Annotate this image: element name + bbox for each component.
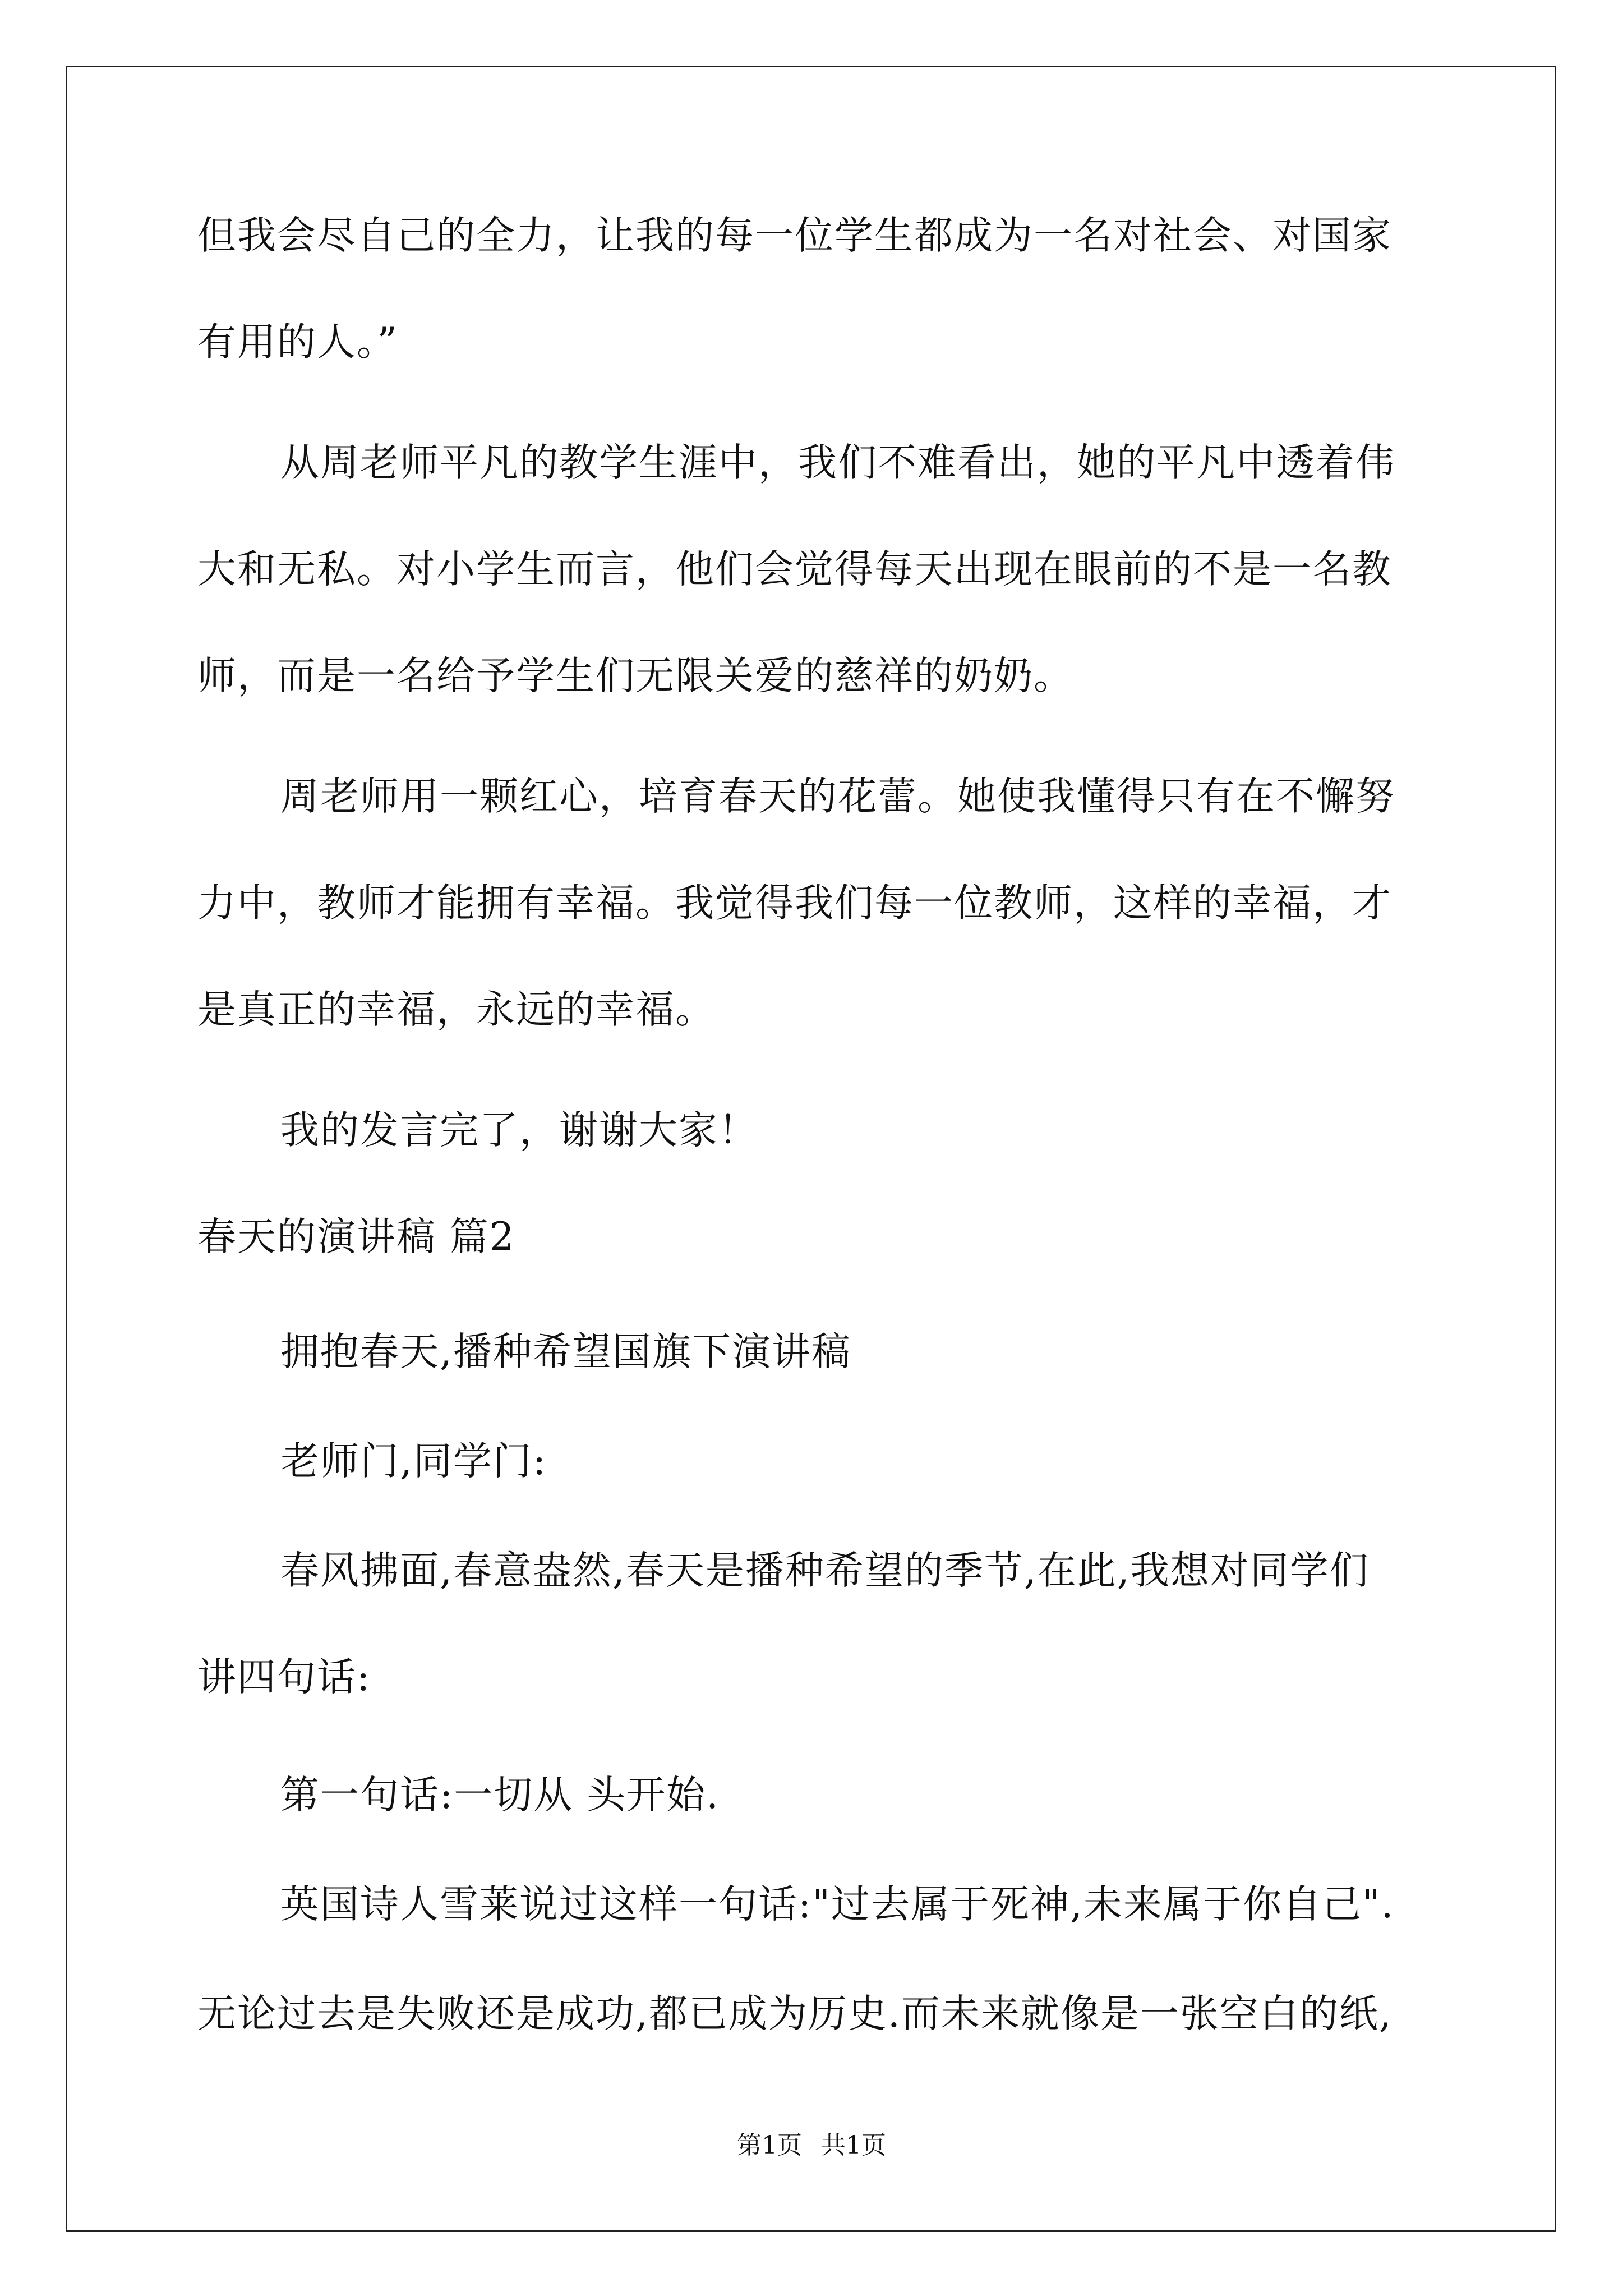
paragraph-line: 但我会尽自己的全力，让我的每一位学生都成为一名对社会、对国家 [197, 213, 1392, 258]
total-pages: 共1页 [821, 2131, 886, 2160]
paragraph-line: 从周老师平凡的教学生涯中，我们不难看出，她的平凡中透着伟 [280, 440, 1395, 485]
paragraph-line: 老师门,同学门: [280, 1439, 547, 1484]
paragraph-line: 周老师用一颗红心，培育春天的花蕾。她使我懂得只有在不懈努 [280, 774, 1395, 819]
paragraph-line: 我的发言完了，谢谢大家！ [280, 1108, 758, 1153]
paragraph-line: 第一句话:一切从 头开始. [280, 1773, 720, 1818]
page-number: 第1页 [737, 2131, 802, 2160]
paragraph-line: 拥抱春天,播种希望国旗下演讲稿 [280, 1329, 851, 1374]
paragraph-line: 讲四句话: [197, 1655, 371, 1700]
paragraph-line: 大和无私。对小学生而言，他们会觉得每天出现在眼前的不是一名教 [197, 547, 1392, 592]
paragraph-line: 是真正的幸福，永远的幸福。 [197, 987, 715, 1032]
paragraph-line: 无论过去是失败还是成功,都已成为历史.而未来就像是一张空白的纸, [197, 1991, 1393, 2036]
paragraph-line: 有用的人。” [197, 320, 398, 365]
section-heading: 春天的演讲稿 篇2 [197, 1214, 515, 1259]
paragraph-line: 英国诗人雪莱说过这样一句话:"过去属于死神,未来属于你自己". [280, 1882, 1395, 1927]
paragraph-line: 力中，教师才能拥有幸福。我觉得我们每一位教师，这样的幸福，才 [197, 881, 1392, 926]
page-footer [0, 2129, 1623, 2162]
paragraph-line: 师，而是一名给予学生们无限关爱的慈祥的奶奶。 [197, 654, 1073, 698]
paragraph-line: 春风拂面,春意盎然,春天是播种希望的季节,在此,我想对同学们 [280, 1548, 1370, 1593]
